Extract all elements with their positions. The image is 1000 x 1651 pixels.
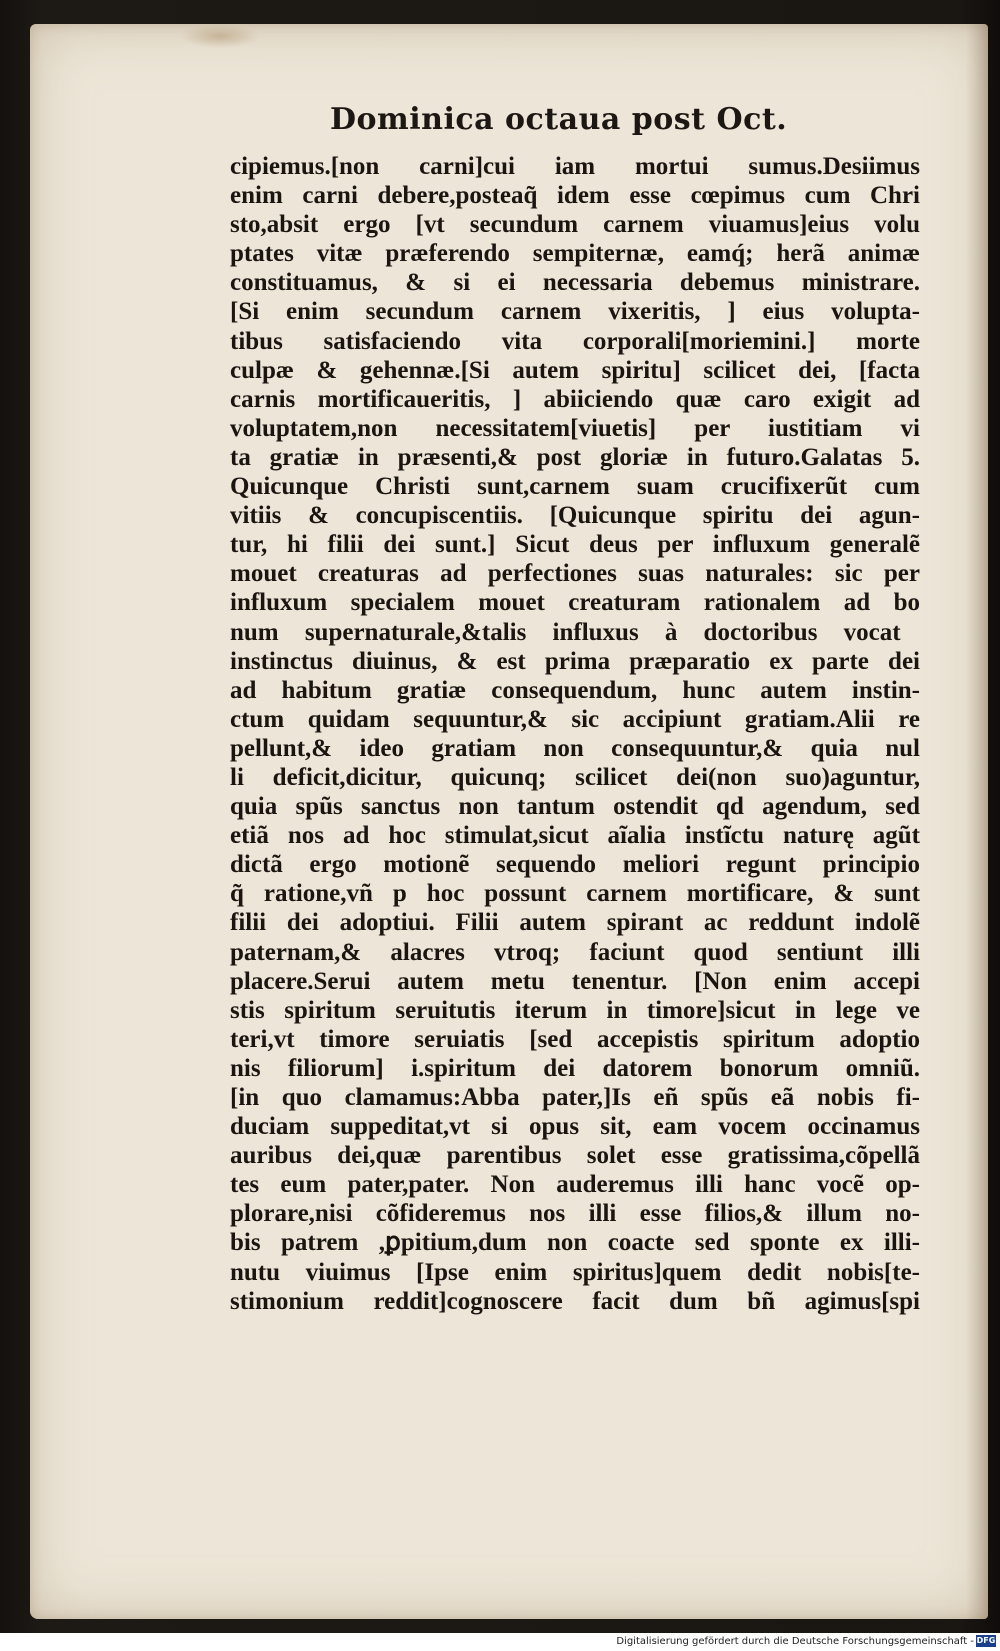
text-line: filii dei adoptiui. Filii autem spirant ac reddunt indolẽ (230, 909, 920, 937)
footer-credit: Digitalisierung gefördert durch die Deutsche Forschungsgemeinschaft - (616, 1636, 974, 1647)
text-line: ta gratiæ in præsenti,& post gloriæ in futuro.Galatas 5. (230, 443, 920, 471)
text-line: voluptatem,non necessitatem[viuetis] per iustitiam vi (230, 414, 920, 442)
text-line: placere.Serui autem metu tenentur. [Non enim accepi (230, 967, 920, 995)
running-head: Dominica octaua post Oct. (330, 102, 788, 137)
text-line: cipiemus.[non carni]cui iam mortui sumus.Desiimus (230, 153, 920, 180)
text-line: nutu viuimus [Ipse enim spiritus]quem dedit nobis[te- (230, 1258, 920, 1286)
text-line: plorare,nisi cõfideremus nos illi esse filios,& illum no- (230, 1200, 920, 1228)
text-line: paternam,& alacres vtroq; faciunt quod sentiunt illi (230, 938, 920, 966)
text-line: etiã nos ad hoc stimulat,sicut aĩalia instĩctu naturę agũt (230, 822, 920, 850)
text-line: instinctus diuinus, & est prima præparatio ex parte dei (230, 647, 920, 675)
text-line: Quicunque Christi sunt,carnem suam crucifixerũt cum (230, 473, 920, 501)
text-line: vitiis & concupiscentiis. [Quicunque spiritu dei agun- (230, 502, 920, 530)
text-line: stimonium reddit]cognoscere facit dum bñ agimus[spi (230, 1287, 920, 1315)
text-line: sto,absit ergo [vt secundum carnem viuamus]eius volu (230, 211, 920, 239)
text-line: q̃ ratione,vñ p hoc possunt carnem mortificare, & sunt (230, 880, 920, 908)
text-line: ad habitum gratiæ consequendum, hunc autem instin- (230, 676, 920, 704)
body-text (230, 152, 920, 1316)
text-line: ptates vitæ præferendo sempiternæ, eamq́; herã animæ (230, 240, 920, 268)
dfg-logo: DFG (976, 1636, 996, 1645)
text-line: stis spiritum seruitutis iterum in timore]sicut in lege ve (230, 996, 920, 1024)
text-line: tur, hi filii dei sunt.] Sicut deus per influxum generalẽ (230, 531, 920, 559)
text-line: carnis mortificaueritis, ] abiiciendo quæ caro exigit ad (230, 385, 920, 413)
text-line: li deficit,dicitur, quicunq; scilicet dei(non suo)aguntur, (230, 763, 920, 791)
text-line: constituamus, & si ei necessaria debemus ministrare. (230, 269, 920, 297)
text-line: [in quo clamamus:Abba pater,]Is eñ spũs eã nobis fi- (230, 1084, 920, 1111)
text-line: bis patrem ,ꝑpitium,dum non coacte sed sponte ex illi- (230, 1229, 920, 1257)
text-line: tibus satisfaciendo vita corporali[moriemini.] morte (230, 327, 920, 355)
text-line: ctum quidam sequuntur,& sic accipiunt gratiam.Alii re (230, 705, 920, 733)
text-line: dictã ergo motionẽ sequendo meliori regunt principio (230, 851, 920, 879)
text-line: num supernaturale,&talis influxus à doctoribus vocatᷓ (230, 618, 920, 646)
text-line: pellunt,& ideo gratiam non consequuntur,& quia nul (230, 734, 920, 762)
text-line: duciam suppeditat,vt si opus sit, eam vocem occinamus (230, 1113, 920, 1141)
text-line: tes eum pater,pater. Non auderemus illi hanc vocẽ op- (230, 1171, 920, 1199)
text-line: teri,vt timore seruiatis [sed accepistis spiritum adoptio (230, 1025, 920, 1053)
text-line: [Si enim secundum carnem vixeritis, ] eius volupta- (230, 298, 920, 326)
text-line: influxum specialem mouet creaturam rationalem ad bo (230, 589, 920, 617)
text-line: auribus dei,quæ parentibus solet esse gratissima,cõpellã (230, 1142, 920, 1170)
book-page (30, 24, 988, 1619)
text-line: culpæ & gehennæ.[Si autem spiritu] scilicet dei, [facta (230, 356, 920, 384)
text-line: enim carni debere,posteaq̃ idem esse cœpimus cum Chri (230, 182, 920, 210)
text-line: quia spũs sanctus non tantum ostendit qd agendum, sed (230, 793, 920, 821)
text-line: mouet creaturas ad perfectiones suas naturales: sic per (230, 560, 920, 588)
text-line: nis filiorum] i.spiritum dei datorem bonorum omniũ. (230, 1054, 920, 1082)
